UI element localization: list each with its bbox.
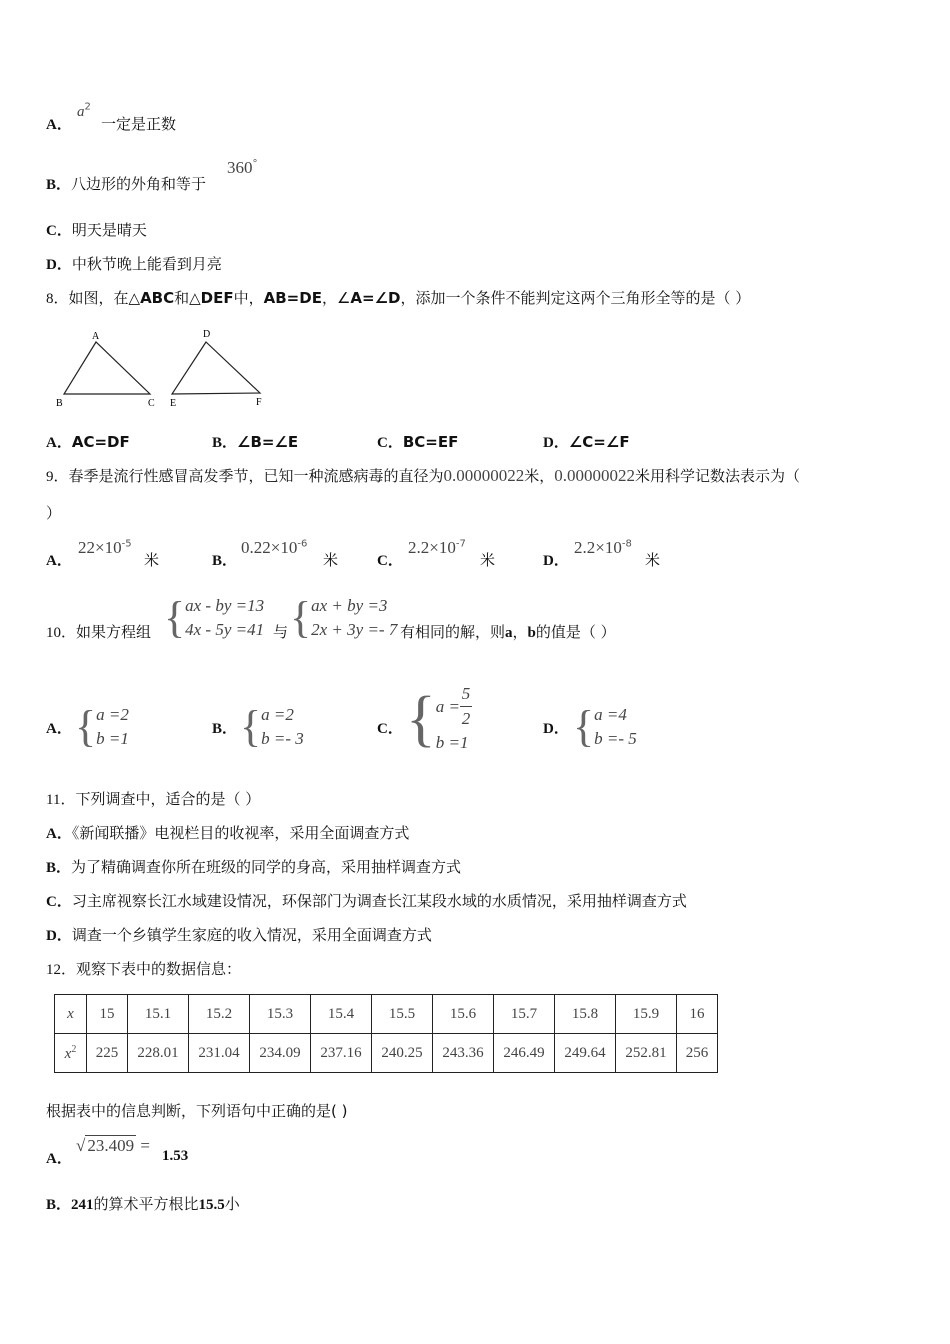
q8-stem: 8．如图，在△ABC和△DEF中，AB=DE，∠A=∠D，添加一个条件不能判定这两个三角形全等的是（ ） — [46, 289, 751, 307]
q7-option-d: D．中秋节晚上能看到月亮 — [46, 255, 222, 273]
brace: { — [75, 702, 97, 751]
q10-option-a-label: A． — [46, 721, 72, 737]
table-cell: 15.5 — [372, 995, 433, 1034]
table-cell: 15.9 — [616, 995, 677, 1034]
q10-option-c-system: { a = $\frac{5}{2}$ b =1 — [406, 684, 471, 753]
q9-option-d-label: D． — [543, 553, 569, 569]
table-cell: 15.8 — [555, 995, 616, 1034]
table-cell: 228.01 — [128, 1034, 189, 1073]
table-cell: 15.2 — [189, 995, 250, 1034]
table-head-x: x — [55, 995, 87, 1034]
q10-system-1: { ax - by =13 4x - 5y =41 — [164, 593, 265, 642]
q7-a-text: 一定是正数 — [101, 115, 177, 133]
vertex-c-label: C — [148, 398, 155, 409]
q11-option-c: C．习主席视察长江水域建设情况，环保部门为调查长江某段水域的水质情况，采用抽样调查方式 — [46, 892, 687, 910]
brace: { — [573, 702, 595, 751]
q7-option-c: C．明天是晴天 — [46, 221, 147, 239]
q7-option-b: B．八边形的外角和等于 — [46, 175, 207, 193]
table-cell: 15.3 — [250, 995, 311, 1034]
q7-b-math: 360° — [227, 158, 258, 177]
q9-option-b-math: $0.22\times 10^{-6}$ — [241, 538, 308, 557]
q9-stem: 9．春季是流行性感冒高发季节，已知一种流感病毒的直径为0.00000022米，0.00000022米用科学记数法表示为（ — [46, 466, 801, 485]
table-cell: 252.81 — [616, 1034, 677, 1073]
q12-option-a-value: 1.53 — [162, 1148, 189, 1164]
q7-option-a — [46, 114, 72, 135]
table-cell: 243.36 — [433, 1034, 494, 1073]
table-head-x2: $x^2$ — [55, 1034, 87, 1073]
q10-stem-start: 10．如果方程组 — [46, 623, 152, 641]
table-cell: 15.4 — [311, 995, 372, 1034]
q9-option-d-unit: 米 — [645, 551, 661, 569]
q9-option-c-unit: 米 — [480, 551, 496, 569]
q9-option-c-label: C． — [377, 553, 403, 569]
sqrt-icon: √ — [76, 1136, 86, 1155]
q7-a-math: $a^2$ — [77, 101, 91, 120]
data-table — [54, 994, 718, 1073]
vertex-b-label: B — [56, 398, 63, 409]
table-cell: 15.1 — [128, 995, 189, 1034]
q10-stem-with: 与 — [273, 623, 289, 641]
vertex-f-label: F — [256, 397, 262, 408]
table-cell: 237.16 — [311, 1034, 372, 1073]
table-cell: 256 — [677, 1034, 718, 1073]
q10-option-a-system: { a =2 b =1 — [75, 702, 129, 751]
brace: { — [406, 684, 436, 753]
table-cell: 15.7 — [494, 995, 555, 1034]
q9-option-a-math: $22\times 10^{-5}$ — [78, 538, 132, 557]
table-cell: 234.09 — [250, 1034, 311, 1073]
table-row-x — [55, 995, 718, 1034]
q9-option-b-unit: 米 — [323, 551, 339, 569]
q9-option-a-label: A． — [46, 553, 72, 569]
q11-stem: 11．下列调查中，适合的是（ ） — [46, 790, 261, 808]
q12-option-a-math: √ 23.409 = — [76, 1136, 150, 1155]
q11-option-a: A．《新闻联播》电视栏目的收视率，采用全面调查方式 — [46, 824, 410, 842]
brace: { — [164, 593, 186, 642]
q10-option-b-label: B． — [212, 721, 238, 737]
table-cell: 240.25 — [372, 1034, 433, 1073]
q9-option-d-math: $2.2\times 10^{-8}$ — [574, 538, 632, 557]
brace: { — [240, 702, 262, 751]
table-cell: 246.49 — [494, 1034, 555, 1073]
vertex-d-label: D — [203, 329, 211, 340]
triangles-figure — [50, 326, 280, 412]
vertex-e-label: E — [170, 398, 177, 409]
q8-option-b: B．∠B=∠E — [212, 433, 299, 451]
table-cell: 15 — [87, 995, 128, 1034]
q11-option-b: B．为了精确调查你所在班级的同学的身高，采用抽样调查方式 — [46, 858, 462, 876]
q10-option-d-system: { a =4 b =- 5 — [573, 702, 637, 751]
q10-option-c-label: C． — [377, 721, 403, 737]
vertex-a-label: A — [92, 331, 100, 342]
q8-option-d: D．∠C=∠F — [543, 433, 630, 451]
table-cell: 231.04 — [189, 1034, 250, 1073]
triangle-def — [172, 342, 260, 394]
brace: { — [290, 593, 312, 642]
q9-stem-close: ） — [46, 504, 62, 522]
table-cell: 16 — [677, 995, 718, 1034]
q12-stem: 12．观察下表中的数据信息： — [46, 960, 242, 978]
q10-option-b-system: { a =2 b =- 3 — [240, 702, 304, 751]
table-cell: 225 — [87, 1034, 128, 1073]
q12-option-b: B．241的算术平方根比15.5小 — [46, 1195, 240, 1213]
q9-option-a-unit: 米 — [144, 551, 160, 569]
q10-stem-end: 有相同的解，则a，b的值是（ ） — [400, 623, 616, 641]
q9-option-c-math: $2.2\times 10^{-7}$ — [408, 538, 466, 557]
q12-option-a-label: A． — [46, 1151, 72, 1167]
q9-option-b-label: B． — [212, 553, 238, 569]
q8-option-a: A．AC=DF — [46, 433, 130, 451]
table-cell: 15.6 — [433, 995, 494, 1034]
q8-option-c: C．BC=EF — [377, 433, 459, 451]
fraction-five-halves: $\frac{5}{2}$ — [461, 684, 471, 728]
q10-system-2: { ax + by =3 2x + 3y =- 7 — [290, 593, 398, 642]
q11-option-d: D．调查一个乡镇学生家庭的收入情况，采用全面调查方式 — [46, 926, 432, 944]
triangle-abc — [64, 342, 150, 394]
q10-option-d-label: D． — [543, 721, 569, 737]
q12-judge: 根据表中的信息判断，下列语句中正确的是( ) — [46, 1102, 348, 1120]
option-label: A． — [46, 117, 72, 133]
table-cell: 249.64 — [555, 1034, 616, 1073]
table-row-x2 — [55, 1034, 718, 1073]
